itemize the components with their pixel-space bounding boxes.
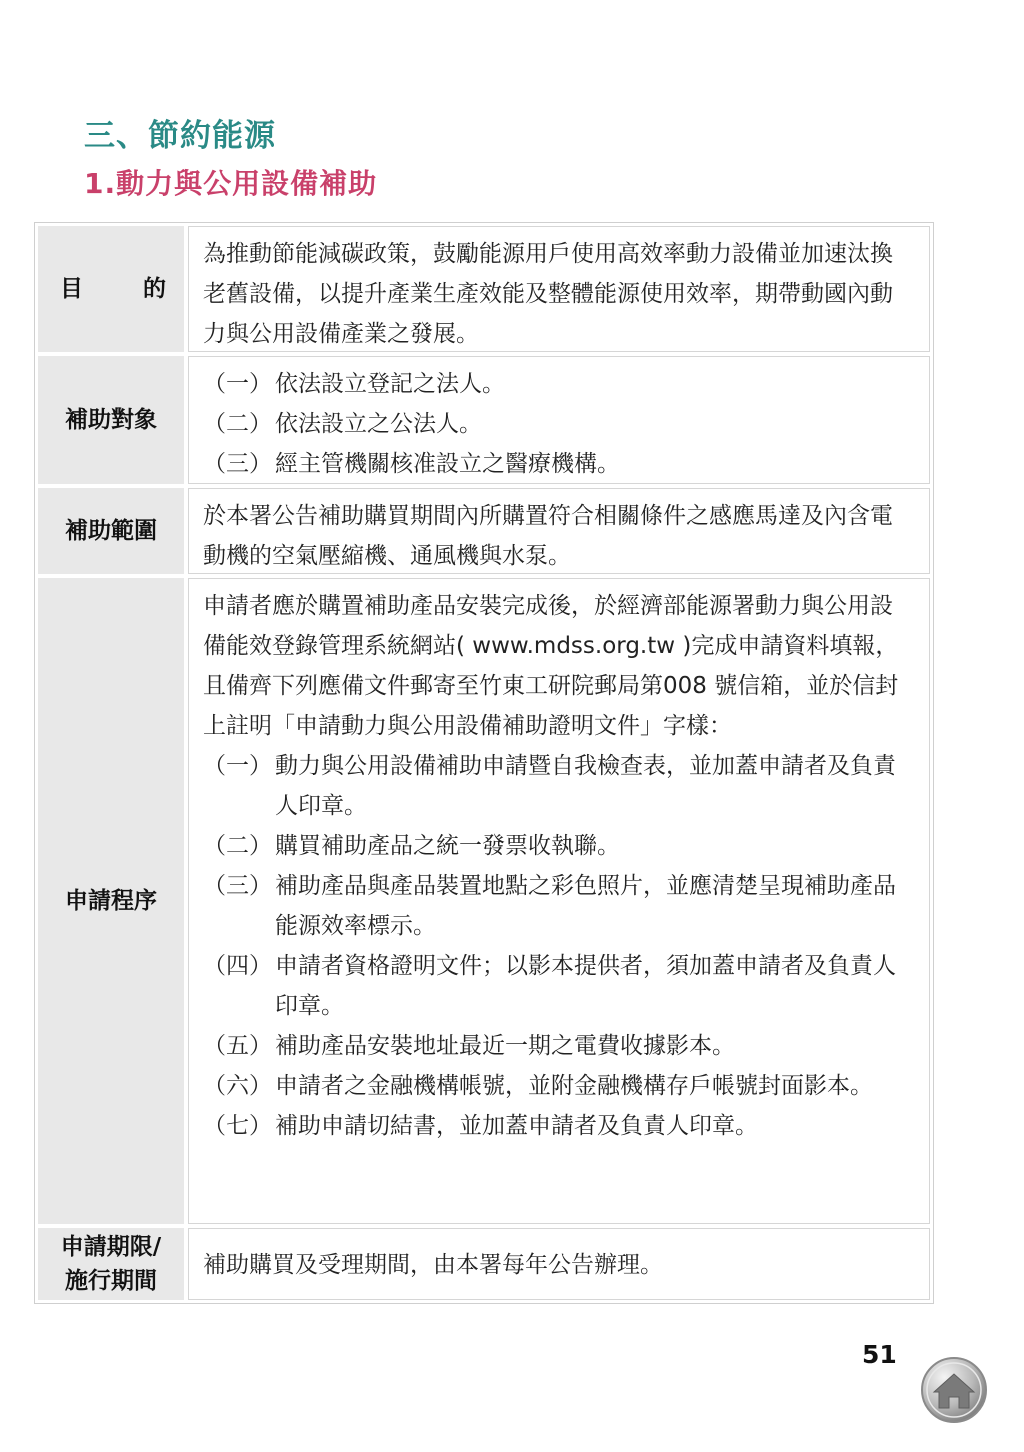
purpose-text: 為推動節能減碳政策，鼓勵能源用戶使用高效率動力設備並加速汰換老舊設備，以提升產業生產效能及整體能源使用效率，期帶動國內動力與公用設備產業之發展。 (188, 226, 930, 352)
purpose-label-right: 的 (143, 276, 166, 302)
home-button[interactable] (920, 1356, 988, 1424)
period-header (38, 1228, 184, 1300)
item-text: 補助產品與產品裝置地點之彩色照片，並應清楚呈現補助產品能源效率標示。 (275, 873, 896, 939)
item-text: 動力與公用設備補助申請暨自我檢查表，並加蓋申請者及負責人印章。 (275, 753, 896, 819)
row-purpose (38, 226, 930, 352)
page-number: 51 (862, 1340, 897, 1369)
item-text: 申請者資格證明文件；以影本提供者，須加蓋申請者及負責人印章。 (275, 953, 896, 1019)
item-text: 依法設立之公法人。 (275, 411, 482, 437)
procedure-header: 申請程序 (38, 578, 184, 1224)
item-marker: （二） (203, 411, 272, 437)
purpose-header (38, 226, 184, 352)
list-item (203, 826, 915, 866)
section-title: 三、節約能源 (84, 118, 276, 154)
item-text: 經主管機關核准設立之醫療機構。 (275, 451, 620, 477)
list-item (203, 946, 915, 1026)
list-item (203, 746, 915, 826)
period-label-line2: 施行期間 (65, 1268, 157, 1294)
row-period (38, 1228, 930, 1300)
item-marker: （四） (203, 953, 272, 979)
home-icon (920, 1356, 988, 1424)
item-text: 補助產品安裝地址最近一期之電費收據影本。 (275, 1033, 735, 1059)
item-marker: （六） (203, 1073, 272, 1099)
subsidy-table (34, 222, 934, 1304)
procedure-body (188, 578, 930, 1224)
period-text: 補助購買及受理期間，由本署每年公告辦理。 (188, 1228, 930, 1300)
item-marker: （七） (203, 1113, 272, 1139)
list-item (203, 866, 915, 946)
item-text: 申請者之金融機構帳號，並附金融機構存戶帳號封面影本。 (275, 1073, 873, 1099)
scope-header: 補助範圍 (38, 488, 184, 574)
list-item (203, 1026, 915, 1066)
item-text: 購買補助產品之統一發票收執聯。 (275, 833, 620, 859)
target-list (188, 356, 930, 484)
item-marker: （三） (203, 451, 272, 477)
item-marker: （五） (203, 1033, 272, 1059)
list-item (203, 1066, 915, 1106)
item-marker: （二） (203, 833, 272, 859)
list-item (203, 404, 915, 444)
row-target (38, 356, 930, 484)
purpose-label-left: 目 (60, 276, 83, 302)
item-text: 依法設立登記之法人。 (275, 371, 505, 397)
item-text: 補助申請切結書，並加蓋申請者及負責人印章。 (275, 1113, 758, 1139)
row-scope (38, 488, 930, 574)
target-header: 補助對象 (38, 356, 184, 484)
item-marker: （三） (203, 873, 272, 899)
row-procedure (38, 578, 930, 1224)
procedure-intro: 申請者應於購置補助產品安裝完成後，於經濟部能源署動力與公用設備能效登錄管理系統網站( www.mdss.org.tw )完成申請資料填報，且備齊下列應備文件郵寄至竹東工研院郵局第008 號信箱，並於信封上註明「申請動力與公用設備補助證明文件」字樣： (203, 593, 899, 739)
period-label-line1: 申請期限/ (60, 1234, 162, 1260)
list-item (203, 364, 915, 404)
item-marker: （一） (203, 753, 272, 779)
list-item (203, 444, 915, 484)
scope-text: 於本署公告補助購買期間內所購置符合相關條件之感應馬達及內含電動機的空氣壓縮機、通風機與水泵。 (188, 488, 930, 574)
list-item (203, 1106, 915, 1146)
item-marker: （一） (203, 371, 272, 397)
subsection-title: 1.動力與公用設備補助 (84, 167, 378, 200)
